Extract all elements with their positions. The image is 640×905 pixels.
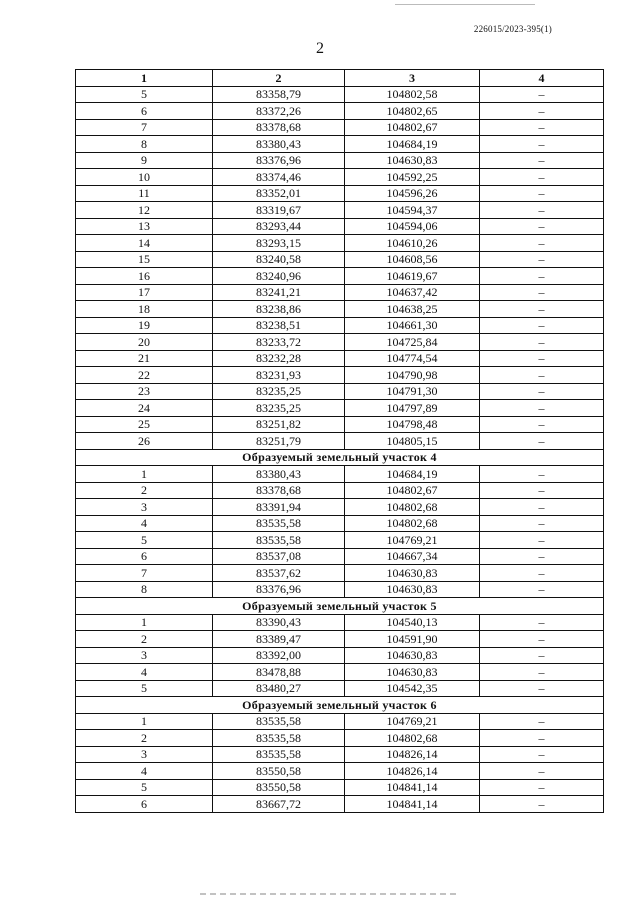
y-coordinate-cell: 104684,19	[345, 466, 480, 483]
note-cell: –	[480, 185, 604, 202]
x-coordinate-cell: 83376,96	[213, 581, 345, 598]
y-coordinate-cell: 104619,67	[345, 268, 480, 285]
y-coordinate-cell: 104594,06	[345, 218, 480, 235]
note-cell: –	[480, 218, 604, 235]
note-cell: –	[480, 532, 604, 549]
note-cell: –	[480, 367, 604, 384]
scan-bottom-artifact	[200, 893, 460, 895]
y-coordinate-cell: 104725,84	[345, 334, 480, 351]
note-cell: –	[480, 169, 604, 186]
x-coordinate-cell: 83374,46	[213, 169, 345, 186]
point-number-cell: 19	[76, 317, 213, 334]
table-row	[76, 515, 604, 532]
y-coordinate-cell: 104594,37	[345, 202, 480, 219]
note-cell: –	[480, 433, 604, 450]
point-number-cell: 20	[76, 334, 213, 351]
point-number-cell: 10	[76, 169, 213, 186]
x-coordinate-cell: 83251,79	[213, 433, 345, 450]
note-cell: –	[480, 400, 604, 417]
note-cell: –	[480, 746, 604, 763]
table-row	[76, 565, 604, 582]
coordinates-table	[75, 69, 604, 813]
point-number-cell: 8	[76, 581, 213, 598]
table-row	[76, 466, 604, 483]
x-coordinate-cell: 83480,27	[213, 680, 345, 697]
point-number-cell: 2	[76, 631, 213, 648]
table-row	[76, 647, 604, 664]
point-number-cell: 3	[76, 647, 213, 664]
note-cell: –	[480, 482, 604, 499]
table-row	[76, 730, 604, 747]
y-coordinate-cell: 104802,65	[345, 103, 480, 120]
point-number-cell: 12	[76, 202, 213, 219]
note-cell: –	[480, 251, 604, 268]
x-coordinate-cell: 83535,58	[213, 730, 345, 747]
point-number-cell: 2	[76, 482, 213, 499]
table-body	[76, 86, 604, 812]
note-cell: –	[480, 548, 604, 565]
table-row	[76, 796, 604, 813]
section-row	[76, 598, 604, 615]
table-row	[76, 746, 604, 763]
scan-top-line	[395, 4, 535, 5]
point-number-cell: 23	[76, 383, 213, 400]
note-cell: –	[480, 136, 604, 153]
y-coordinate-cell: 104841,14	[345, 796, 480, 813]
y-coordinate-cell: 104630,83	[345, 565, 480, 582]
x-coordinate-cell: 83478,88	[213, 664, 345, 681]
table-row	[76, 317, 604, 334]
x-coordinate-cell: 83380,43	[213, 466, 345, 483]
note-cell: –	[480, 466, 604, 483]
note-cell: –	[480, 103, 604, 120]
table-row	[76, 136, 604, 153]
x-coordinate-cell: 83293,44	[213, 218, 345, 235]
point-number-cell: 1	[76, 466, 213, 483]
point-number-cell: 2	[76, 730, 213, 747]
y-coordinate-cell: 104592,25	[345, 169, 480, 186]
table-row	[76, 383, 604, 400]
table-row	[76, 86, 604, 103]
x-coordinate-cell: 83238,51	[213, 317, 345, 334]
table-row	[76, 614, 604, 631]
x-coordinate-cell: 83232,28	[213, 350, 345, 367]
table-row	[76, 268, 604, 285]
y-coordinate-cell: 104802,68	[345, 499, 480, 516]
x-coordinate-cell: 83352,01	[213, 185, 345, 202]
x-coordinate-cell: 83537,62	[213, 565, 345, 582]
y-coordinate-cell: 104630,83	[345, 581, 480, 598]
column-header: 3	[345, 70, 480, 87]
table-row	[76, 763, 604, 780]
column-header: 4	[480, 70, 604, 87]
x-coordinate-cell: 83238,86	[213, 301, 345, 318]
section-title: Образуемый земельный участок 4	[76, 449, 604, 466]
column-header: 2	[213, 70, 345, 87]
table-row	[76, 680, 604, 697]
y-coordinate-cell: 104841,14	[345, 779, 480, 796]
note-cell: –	[480, 581, 604, 598]
table-row	[76, 482, 604, 499]
point-number-cell: 24	[76, 400, 213, 417]
point-number-cell: 1	[76, 713, 213, 730]
y-coordinate-cell: 104805,15	[345, 433, 480, 450]
y-coordinate-cell: 104802,67	[345, 482, 480, 499]
y-coordinate-cell: 104610,26	[345, 235, 480, 252]
table-row	[76, 400, 604, 417]
y-coordinate-cell: 104596,26	[345, 185, 480, 202]
document-number: 226015/2023-395(1)	[473, 24, 552, 34]
x-coordinate-cell: 83231,93	[213, 367, 345, 384]
table-row	[76, 334, 604, 351]
table-row	[76, 235, 604, 252]
note-cell: –	[480, 416, 604, 433]
x-coordinate-cell: 83235,25	[213, 383, 345, 400]
point-number-cell: 3	[76, 746, 213, 763]
table-row	[76, 185, 604, 202]
point-number-cell: 14	[76, 235, 213, 252]
y-coordinate-cell: 104630,83	[345, 152, 480, 169]
column-header: 1	[76, 70, 213, 87]
x-coordinate-cell: 83550,58	[213, 779, 345, 796]
x-coordinate-cell: 83391,94	[213, 499, 345, 516]
note-cell: –	[480, 301, 604, 318]
note-cell: –	[480, 350, 604, 367]
x-coordinate-cell: 83378,68	[213, 119, 345, 136]
table-row	[76, 119, 604, 136]
section-title: Образуемый земельный участок 5	[76, 598, 604, 615]
x-coordinate-cell: 83241,21	[213, 284, 345, 301]
point-number-cell: 17	[76, 284, 213, 301]
y-coordinate-cell: 104540,13	[345, 614, 480, 631]
y-coordinate-cell: 104802,67	[345, 119, 480, 136]
point-number-cell: 25	[76, 416, 213, 433]
x-coordinate-cell: 83240,58	[213, 251, 345, 268]
note-cell: –	[480, 647, 604, 664]
y-coordinate-cell: 104769,21	[345, 713, 480, 730]
note-cell: –	[480, 334, 604, 351]
point-number-cell: 4	[76, 763, 213, 780]
point-number-cell: 5	[76, 86, 213, 103]
x-coordinate-cell: 83537,08	[213, 548, 345, 565]
point-number-cell: 4	[76, 515, 213, 532]
table-row	[76, 103, 604, 120]
table-row	[76, 631, 604, 648]
point-number-cell: 5	[76, 680, 213, 697]
table-row	[76, 251, 604, 268]
y-coordinate-cell: 104637,42	[345, 284, 480, 301]
table-row	[76, 581, 604, 598]
note-cell: –	[480, 499, 604, 516]
table-row	[76, 301, 604, 318]
note-cell: –	[480, 779, 604, 796]
x-coordinate-cell: 83390,43	[213, 614, 345, 631]
table-header-row	[76, 70, 604, 87]
table-row	[76, 367, 604, 384]
x-coordinate-cell: 83358,79	[213, 86, 345, 103]
x-coordinate-cell: 83319,67	[213, 202, 345, 219]
point-number-cell: 18	[76, 301, 213, 318]
x-coordinate-cell: 83378,68	[213, 482, 345, 499]
y-coordinate-cell: 104769,21	[345, 532, 480, 549]
y-coordinate-cell: 104797,89	[345, 400, 480, 417]
x-coordinate-cell: 83293,15	[213, 235, 345, 252]
note-cell: –	[480, 614, 604, 631]
point-number-cell: 4	[76, 664, 213, 681]
point-number-cell: 1	[76, 614, 213, 631]
note-cell: –	[480, 763, 604, 780]
section-row	[76, 697, 604, 714]
table-row	[76, 433, 604, 450]
y-coordinate-cell: 104802,58	[345, 86, 480, 103]
note-cell: –	[480, 631, 604, 648]
x-coordinate-cell: 83667,72	[213, 796, 345, 813]
note-cell: –	[480, 730, 604, 747]
y-coordinate-cell: 104542,35	[345, 680, 480, 697]
section-row	[76, 449, 604, 466]
note-cell: –	[480, 268, 604, 285]
point-number-cell: 15	[76, 251, 213, 268]
note-cell: –	[480, 202, 604, 219]
y-coordinate-cell: 104826,14	[345, 746, 480, 763]
note-cell: –	[480, 713, 604, 730]
y-coordinate-cell: 104630,83	[345, 664, 480, 681]
table-row	[76, 664, 604, 681]
table-row	[76, 713, 604, 730]
y-coordinate-cell: 104684,19	[345, 136, 480, 153]
table-row	[76, 218, 604, 235]
note-cell: –	[480, 664, 604, 681]
table-row	[76, 202, 604, 219]
y-coordinate-cell: 104798,48	[345, 416, 480, 433]
x-coordinate-cell: 83535,58	[213, 713, 345, 730]
x-coordinate-cell: 83535,58	[213, 746, 345, 763]
point-number-cell: 6	[76, 796, 213, 813]
table-row	[76, 532, 604, 549]
x-coordinate-cell: 83235,25	[213, 400, 345, 417]
table-row	[76, 779, 604, 796]
x-coordinate-cell: 83240,96	[213, 268, 345, 285]
y-coordinate-cell: 104667,34	[345, 548, 480, 565]
table-row	[76, 152, 604, 169]
point-number-cell: 5	[76, 779, 213, 796]
point-number-cell: 7	[76, 565, 213, 582]
point-number-cell: 26	[76, 433, 213, 450]
y-coordinate-cell: 104608,56	[345, 251, 480, 268]
note-cell: –	[480, 284, 604, 301]
x-coordinate-cell: 83251,82	[213, 416, 345, 433]
note-cell: –	[480, 680, 604, 697]
point-number-cell: 6	[76, 548, 213, 565]
point-number-cell: 21	[76, 350, 213, 367]
note-cell: –	[480, 235, 604, 252]
y-coordinate-cell: 104774,54	[345, 350, 480, 367]
y-coordinate-cell: 104802,68	[345, 515, 480, 532]
x-coordinate-cell: 83550,58	[213, 763, 345, 780]
y-coordinate-cell: 104638,25	[345, 301, 480, 318]
x-coordinate-cell: 83389,47	[213, 631, 345, 648]
note-cell: –	[480, 152, 604, 169]
x-coordinate-cell: 83233,72	[213, 334, 345, 351]
point-number-cell: 22	[76, 367, 213, 384]
y-coordinate-cell: 104591,90	[345, 631, 480, 648]
point-number-cell: 7	[76, 119, 213, 136]
point-number-cell: 8	[76, 136, 213, 153]
point-number-cell: 11	[76, 185, 213, 202]
x-coordinate-cell: 83392,00	[213, 647, 345, 664]
point-number-cell: 13	[76, 218, 213, 235]
y-coordinate-cell: 104791,30	[345, 383, 480, 400]
note-cell: –	[480, 515, 604, 532]
table-row	[76, 350, 604, 367]
point-number-cell: 9	[76, 152, 213, 169]
x-coordinate-cell: 83372,26	[213, 103, 345, 120]
table-row	[76, 499, 604, 516]
note-cell: –	[480, 317, 604, 334]
point-number-cell: 3	[76, 499, 213, 516]
y-coordinate-cell: 104826,14	[345, 763, 480, 780]
note-cell: –	[480, 796, 604, 813]
x-coordinate-cell: 83535,58	[213, 515, 345, 532]
table-row	[76, 416, 604, 433]
note-cell: –	[480, 119, 604, 136]
note-cell: –	[480, 86, 604, 103]
table-row	[76, 169, 604, 186]
x-coordinate-cell: 83380,43	[213, 136, 345, 153]
y-coordinate-cell: 104630,83	[345, 647, 480, 664]
x-coordinate-cell: 83535,58	[213, 532, 345, 549]
table-row	[76, 548, 604, 565]
y-coordinate-cell: 104661,30	[345, 317, 480, 334]
point-number-cell: 6	[76, 103, 213, 120]
x-coordinate-cell: 83376,96	[213, 152, 345, 169]
page-number: 2	[316, 40, 324, 57]
point-number-cell: 5	[76, 532, 213, 549]
section-title: Образуемый земельный участок 6	[76, 697, 604, 714]
y-coordinate-cell: 104790,98	[345, 367, 480, 384]
y-coordinate-cell: 104802,68	[345, 730, 480, 747]
note-cell: –	[480, 565, 604, 582]
note-cell: –	[480, 383, 604, 400]
table-row	[76, 284, 604, 301]
point-number-cell: 16	[76, 268, 213, 285]
